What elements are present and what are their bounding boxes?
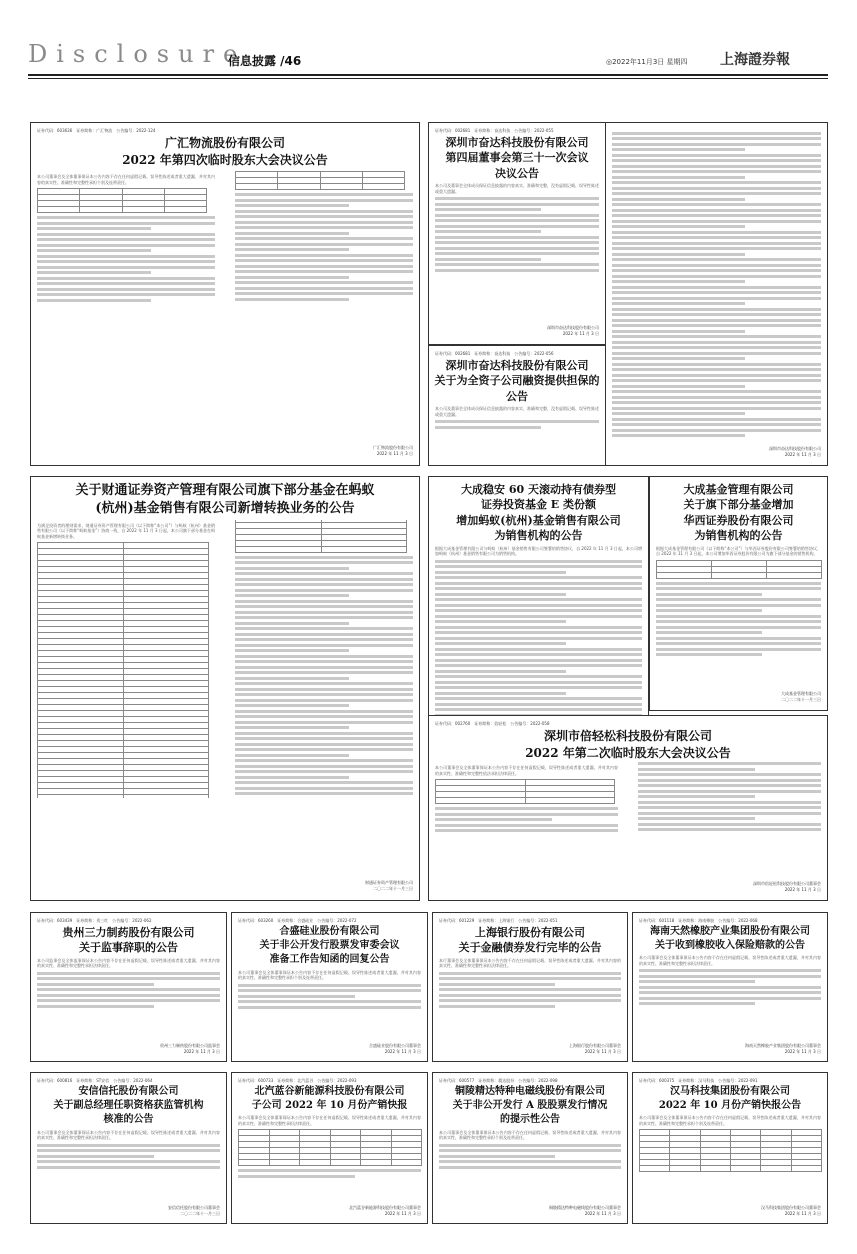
article-title-line: 为销售机构的公告 [694, 529, 783, 543]
article-title-line: 证券投资基金 E 类份额 [480, 498, 597, 512]
article-body: 根据大成基金管理有限公司（以下简称“本公司”）与华西证券股份有限公司签署的销售协议，自 2022 年 11 月 3 日起，本公司增加华西证券股份有限公司为旗下部分基金的销售机构。 [656, 545, 821, 557]
article-title-line: 大成基金管理有限公司 [683, 483, 794, 496]
article-hainan-rubber[interactable] [632, 912, 828, 1062]
newspaper-logo: 上海證券報 [720, 52, 790, 68]
article-title-line: 关于金融债券发行完毕的公告 [458, 941, 602, 955]
article-body: 本行董事会及全体董事保证本公告内容不存在任何虚假记载、误导性陈述或者重大遗漏，并对其内容的真实性、准确性和完整性承担法律责任。 [439, 957, 621, 969]
article-body: 本公司及董事会全体成员保证信息披露的内容真实、准确和完整，没有虚假记载、误导性陈述或重大遗漏。 [435, 406, 599, 417]
article-columns [31, 520, 419, 798]
article-signature: 贵州三力制药股份有限公司监事会 2022 年 11 月 3 日 [160, 1043, 220, 1054]
article-fenda-guarantee-continued [606, 122, 828, 466]
article-bank-of-shanghai[interactable] [432, 912, 628, 1062]
article-signature: 大成基金管理有限公司 二〇二二年十一月三日 [781, 691, 821, 702]
article-columns [31, 171, 419, 304]
article-meta: 证券代码：603636 证券简称：广汇物流 公告编号：2022-124 [37, 128, 156, 133]
article-breo-shareholder[interactable] [428, 715, 828, 901]
article-meta: 证券代码：002760 证券简称：倍轻松 公告编号：2022-058 [435, 721, 550, 726]
article-title-line: 关于非公开发行股票发审委会议 [259, 940, 400, 952]
article-title-line: 2022 年 10 月份产销快报公告 [658, 1100, 802, 1112]
vote-table [235, 171, 405, 190]
vote-table [435, 779, 615, 804]
vote-table [37, 188, 207, 213]
article-meta: 证券代码：600816 证券简称：ST安信 公告编号：2022-064 [37, 1078, 153, 1083]
article-title-line: 深圳市奋达科技股份有限公司 [445, 359, 589, 372]
article-title-line: 子公司 2022 年 10 月份产销快报 [251, 1100, 408, 1112]
header-rule-thin [28, 78, 828, 79]
article-title-line: 为销售机构的公告 [494, 529, 583, 543]
article-signature: 铜陵精达特种电磁线股份有限公司董事会 2022 年 11 月 3 日 [549, 1205, 621, 1216]
article-body: 根据大成基金管理有限公司与蚂蚁（杭州）基金销售有限公司签署的销售协议，自 2022 年 11 月 3 日起，本公司增加蚂蚁（杭州）基金销售有限公司为销售机构。 [435, 545, 642, 557]
article-signature: 深圳市奋达科技股份有限公司 2022 年 11 月 3 日 [769, 446, 821, 457]
article-title-line: 华西证券股份有限公司 [683, 513, 794, 527]
article-signature: 安信信托股份有限公司董事会 二〇二二年十一月三日 [168, 1205, 220, 1216]
article-columns [429, 762, 827, 834]
article-title-line: 增加蚂蚁(杭州)基金销售有限公司 [456, 513, 621, 527]
article-sanli-pharma[interactable] [30, 912, 227, 1062]
article-title-line: 第四届董事会第三十一次会议 [445, 151, 589, 165]
article-title-line: 汉马科技集团股份有限公司 [670, 1086, 790, 1097]
article-title-line: 核准的公告 [103, 1114, 154, 1126]
article-body: 本公司董事会及全体董事保证本公告内容不存在任何虚假记载、误导性陈述或者重大遗漏，并对其内容的真实性、准确性和完整性承担法律责任。 [37, 1129, 220, 1141]
article-title-line: 合盛硅业股份有限公司 [279, 926, 380, 937]
article-title-line: 广汇物流股份有限公司 [164, 136, 285, 150]
article-signature: 汉马科技集团股份有限公司董事会 2022 年 11 月 3 日 [761, 1205, 821, 1216]
article-title-line: 大成稳安 60 天滚动持有债券型 [461, 483, 616, 496]
article-body: 本公司董事会及全体董事保证本公告内容不存在任何虚假记载、误导性陈述或者重大遗漏，并对其内容的真实性、准确性和完整性承担个别及连带责任。 [439, 1129, 621, 1141]
article-title-line: 2022 年第四次临时股东大会决议公告 [122, 152, 328, 167]
article-title-line: 关于副总经理任职资格获监管机构 [53, 1100, 204, 1112]
article-body: 本公司及董事会全体成员保证信息披露的内容真实、准确和完整，没有虚假记载、误导性陈述或重大遗漏。 [435, 183, 599, 194]
article-meta: 证券代码：002681 证券简称：奋达科技 公告编号：2022-055 [435, 128, 554, 133]
article-title-line: (杭州)基金销售有限公司新增转换业务的公告 [95, 500, 355, 516]
article-title-line: 关于旗下部分基金增加 [683, 498, 794, 512]
article-title-line: 的提示性公告 [500, 1114, 560, 1126]
article-title-line: 关于监事辞职的公告 [79, 941, 178, 955]
article-meta: 证券代码：603439 证券简称：贵三红 公告编号：2022-062 [37, 918, 152, 923]
article-caitong-ant-fund[interactable] [30, 476, 420, 901]
article-signature: 财通证券资产管理有限公司 二〇二二年十一月三日 [365, 880, 413, 891]
article-signature: 深圳市奋达科技股份有限公司 2022 年 11 月 3 日 [547, 325, 599, 336]
article-title-line: 关于财通证券资产管理有限公司旗下部分基金在蚂蚁 [75, 483, 375, 498]
article-hanma-tech[interactable] [632, 1072, 828, 1224]
article-signature: 合盛硅业股份有限公司董事会 2022 年 11 月 3 日 [369, 1043, 421, 1054]
article-guanghui-logistics[interactable] [30, 122, 420, 466]
article-title-line: 关于非公开发行 A 股股票发行情况 [452, 1100, 608, 1112]
article-fenda-guarantee[interactable] [428, 345, 606, 466]
issue-date: ◎2022年11月3日 星期四 [606, 58, 688, 66]
masthead: Disclosure [28, 40, 247, 68]
article-body: 本公司董事会及全体董事保证本公告内容不存在任何虚假记载、误导性陈述或者重大遗漏，并对其内容的真实性、准确性和完整性承担法律责任。 [238, 1115, 421, 1126]
article-hoshine-silicon[interactable] [231, 912, 428, 1062]
article-signature: 海南天然橡胶产业集团股份有限公司董事会 2022 年 11 月 3 日 [745, 1043, 821, 1054]
article-title-line: 2022 年第二次临时股东大会决议公告 [525, 745, 731, 760]
article-title-line: 铜陵精达特种电磁线股份有限公司 [455, 1086, 605, 1097]
article-body: 本公司董事会及全体董事保证本公告内容不存在任何虚假记载、误导性陈述或者重大遗漏，并对其内容的真实性、准确性和完整性承担个别及连带责任。 [37, 174, 215, 185]
article-baic-bluepark[interactable] [231, 1072, 428, 1224]
article-signature: 北汽蓝谷新能源科技股份有限公司董事会 2022 年 11 月 3 日 [349, 1205, 421, 1216]
article-title-line: 关于收到橡胶收入保险赔款的公告 [655, 940, 805, 952]
production-sales-table [639, 1129, 822, 1172]
article-meta: 证券代码：600577 证券简称：精达股份 公告编号：2022-098 [439, 1078, 558, 1083]
article-title-line: 准备工作告知函的回复公告 [269, 954, 390, 966]
article-title-line: 安信信托股份有限公司 [78, 1086, 179, 1097]
section-title: 信息披露 /46 [228, 54, 302, 68]
article-title-line: 关于为全资子公司融资提供担保的 [434, 374, 600, 388]
article-dacheng-huaxi[interactable] [649, 476, 828, 711]
article-body: 本公司董事会及全体董事保证本公告内容不存在任何虚假记载、误导性陈述或者重大遗漏，并对其内容的真实性、准确性和完整性承担个别及连带责任。 [639, 1115, 821, 1126]
article-meta: 证券代码：601118 证券简称：海南橡胶 公告编号：2022-068 [639, 918, 758, 923]
article-title-line: 北汽蓝谷新能源科技股份有限公司 [254, 1086, 405, 1097]
article-body: 本公司董事会及全体董事保证本公告内容不存在任何虚假记载、误导性陈述或者重大遗漏，并对其内容的真实性、准确性和完整性依法承担法律责任。 [435, 765, 618, 776]
article-body: 本公司董事会及全体董事保证本公告内容不存在任何虚假记载、误导性陈述或者重大遗漏，并对其内容的真实性、准确性和完整性承担个别及连带责任。 [238, 969, 421, 981]
article-meta: 证券代码：600375 证券简称：汉马科技 公告编号：2022-091 [639, 1078, 758, 1083]
article-signature: 广汇物流股份有限公司 2022 年 11 月 3 日 [373, 445, 413, 456]
fund-list-table [656, 560, 822, 579]
article-meta: 证券代码：002681 证券简称：奋达科技 公告编号：2022-056 [435, 351, 554, 356]
article-body: 为满足投资者的理财需求，财通证券资产管理有限公司（以下简称“本公司”）与蚂蚁（杭州）基金销售有限公司（以下简称“蚂蚁基金”）协商一致，自 2022 年 11 月 3 日起，本公司旗下部分基金在蚂蚁基金新增转换业务。 [37, 522, 215, 539]
article-signature: 深圳市倍轻松科技股份有限公司董事会 2022 年 11 月 3 日 [753, 881, 821, 892]
article-anxin-trust[interactable] [30, 1072, 227, 1224]
article-meta: 证券代码：603260 证券简称：合盛硅业 公告编号：2022-072 [238, 918, 357, 923]
article-title-line: 深圳市倍轻松科技股份有限公司 [543, 729, 712, 743]
article-title-line: 贵州三力制药股份有限公司 [62, 926, 195, 939]
article-body: 本公司监事会及全体监事保证本公告内容不存在任何虚假记载、误导性陈述或者重大遗漏，并对其内容的真实性、准确性和完整性承担法律责任。 [37, 957, 220, 969]
article-title-line: 海南天然橡胶产业集团股份有限公司 [650, 926, 810, 937]
article-meta: 证券代码：600733 证券简称：北汽蓝谷 公告编号：2022-093 [238, 1078, 357, 1083]
article-fenda-board[interactable] [428, 122, 606, 345]
header-rule [28, 74, 828, 76]
article-title-line: 上海银行股份有限公司 [475, 926, 585, 939]
article-body: 本公司董事会及全体董事保证本公告内容不存在任何虚假记载、误导性陈述或者重大遗漏，并对其内容的真实性、准确性和完整性承担法律责任。 [639, 955, 821, 966]
article-meta: 证券代码：601229 证券简称：上海银行 公告编号：2022-051 [439, 918, 558, 923]
article-signature: 上海银行股份有限公司董事会 2022 年 11 月 3 日 [569, 1043, 621, 1054]
article-jingda-wire[interactable] [432, 1072, 628, 1224]
article-title-line: 深圳市奋达科技股份有限公司 [445, 136, 589, 149]
article-title-line: 公告 [506, 389, 528, 403]
production-sales-table [238, 1129, 422, 1166]
article-title-line: 决议公告 [495, 166, 539, 180]
